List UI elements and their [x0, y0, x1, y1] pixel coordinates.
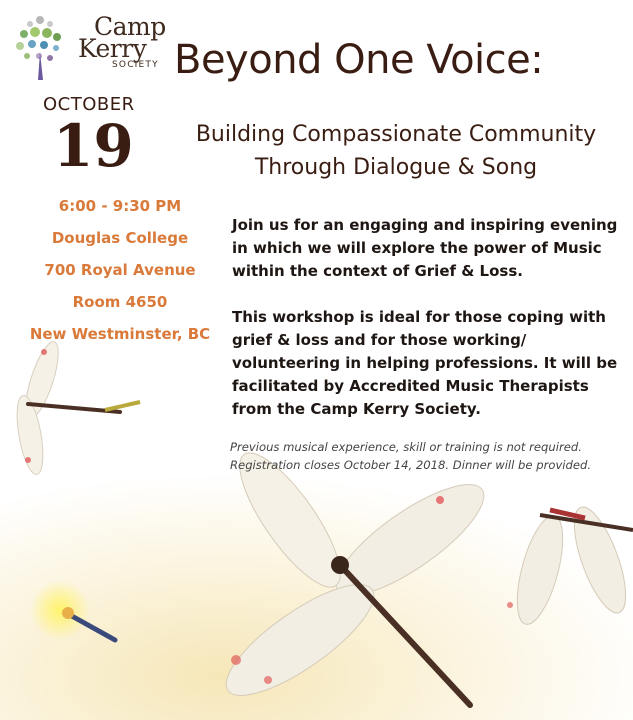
event-address: 700 Royal Avenue [44, 261, 196, 279]
event-month: OCTOBER [43, 94, 135, 115]
logo-text-society: SOCIETY [112, 60, 159, 70]
description-paragraph-1: Join us for an engaging and inspiring evening in which we will explore the power of Music within the context of Grief & Loss. [232, 216, 618, 280]
note-line-2: Registration closes October 14, 2018. Dinner will be provided. [230, 458, 592, 472]
description-paragraph-2: This workshop is ideal for those coping with grief & loss and for those working/ volunteering in helping professions. It will be facilitated by Accredited Music Therapists from the Camp Kerry Society. [232, 308, 618, 418]
event-city: New Westminster, BC [29, 325, 211, 343]
logo-text-kerry: Kerry [78, 34, 147, 63]
event-time: 6:00 - 9:30 PM [58, 197, 182, 215]
event-subtitle [176, 118, 616, 184]
event-room: Room 4650 [72, 293, 168, 311]
subtitle-line-2: Through Dialogue & Song [254, 155, 538, 180]
subtitle-line-1: Building Compassionate Community [195, 122, 597, 147]
logo-tree-icon [10, 12, 80, 82]
camp-kerry-logo [10, 12, 170, 82]
sun-glow [30, 580, 90, 640]
event-notes [230, 438, 625, 474]
note-line-1: Previous musical experience, skill or training is not required. [230, 440, 582, 454]
event-day: 19 [53, 112, 134, 180]
logo-text-camp: Camp [94, 12, 166, 41]
event-description [232, 214, 627, 444]
event-title: Beyond One Voice: [174, 37, 544, 83]
event-details [20, 190, 220, 350]
event-venue: Douglas College [51, 229, 189, 247]
